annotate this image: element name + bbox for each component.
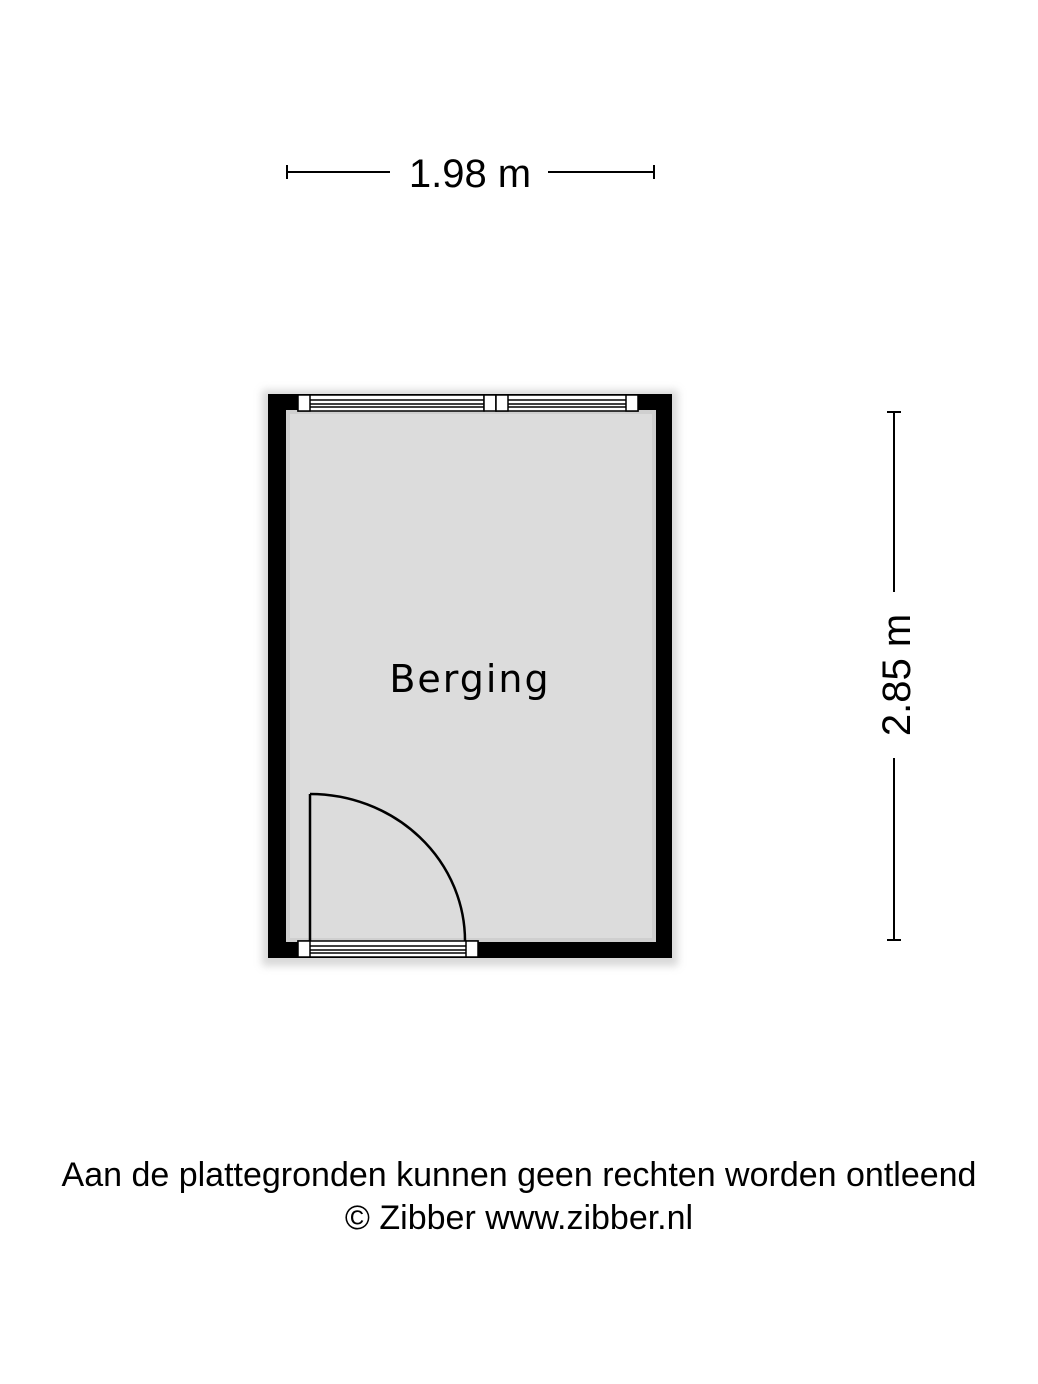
room-label: Berging: [389, 657, 551, 701]
door-opening: [298, 941, 478, 957]
width-label: 1.98 m: [408, 152, 532, 196]
height-dimension: [875, 412, 919, 940]
room-berging: [262, 390, 678, 966]
top-window-right: [496, 395, 638, 411]
disclaimer-text: Aan de plattegronden kunnen geen rechten worden ontleend: [61, 1156, 977, 1194]
width-dimension: [287, 152, 654, 196]
top-window-left: [298, 395, 496, 411]
copyright-text: © Zibber www.zibber.nl: [344, 1199, 694, 1237]
height-label: 2.85 m: [875, 613, 919, 737]
